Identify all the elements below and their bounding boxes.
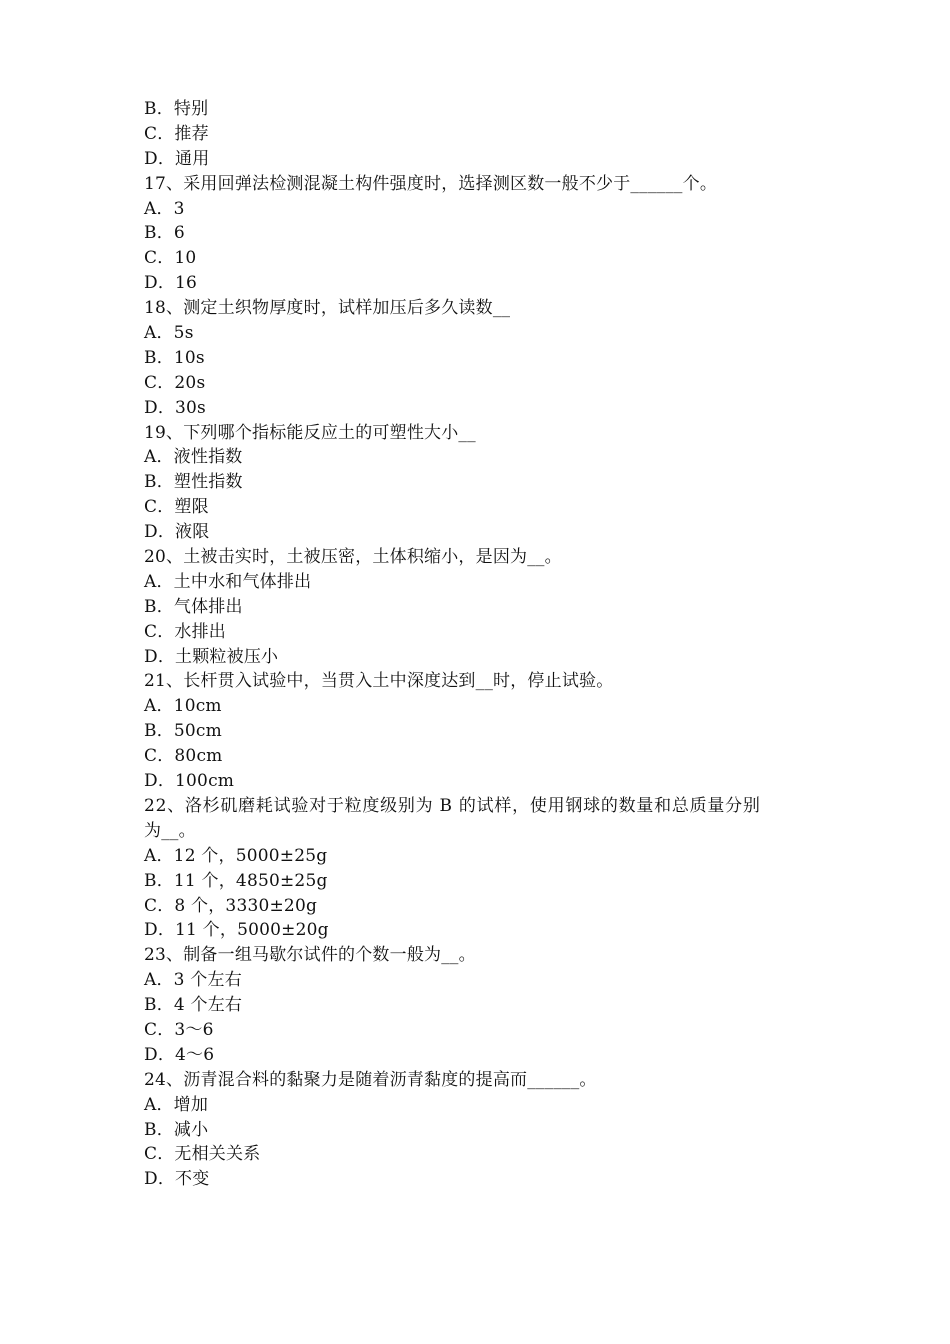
option-line: D．100cm [144, 771, 235, 792]
option-line: A．土中水和气体排出 [144, 571, 312, 592]
option-line: A．10cm [144, 696, 222, 717]
option-line: B．塑性指数 [144, 472, 243, 493]
option-line: D．11 个，5000±20g [144, 920, 329, 941]
option-line: D．土颗粒被压小 [144, 646, 279, 667]
option-line: A．增加 [144, 1094, 209, 1115]
option-line: B．50cm [144, 721, 222, 742]
option-line: C．塑限 [144, 497, 209, 518]
option-line: C．水排出 [144, 621, 227, 642]
question-21: 21、长杆贯入试验中，当贯入土中深度达到__时，停止试验。 [144, 671, 614, 692]
question-17: 17、采用回弹法检测混凝土构件强度时，选择测区数一般不少于______个。 [144, 173, 718, 194]
option-line: B．11 个，4850±25g [144, 870, 328, 891]
question-18: 18、测定土织物厚度时，试样加压后多久读数__ [144, 298, 511, 319]
option-line: C．3～6 [144, 1019, 214, 1040]
option-line: A．液性指数 [144, 447, 243, 468]
question-22: 22、洛杉矶磨耗试验对于粒度级别为 B 的试样，使用钢球的数量和总质量分别 [144, 795, 761, 816]
question-19: 19、下列哪个指标能反应土的可塑性大小__ [144, 422, 476, 443]
option-line: D．通用 [144, 148, 210, 169]
question-20: 20、土被击实时，土被压密，土体积缩小，是因为__。 [144, 547, 562, 568]
question-22-continuation: 为__。 [144, 820, 196, 841]
option-line: C．80cm [144, 746, 223, 767]
option-line: B．特别 [144, 99, 209, 119]
option-line: D．不变 [144, 1169, 210, 1190]
question-list [144, 97, 814, 1192]
option-line: B．减小 [144, 1119, 209, 1140]
option-line: D．30s [144, 397, 206, 418]
option-line: A．5s [144, 323, 194, 344]
option-line: D．16 [144, 273, 198, 294]
option-line: A．12 个，5000±25g [144, 845, 328, 866]
option-line: A．3 [144, 198, 185, 219]
option-line: C．20s [144, 372, 206, 393]
question-23: 23、制备一组马歇尔试件的个数一般为__。 [144, 945, 476, 966]
option-line: B．气体排出 [144, 596, 243, 617]
option-line: D．液限 [144, 522, 210, 543]
question-24: 24、沥青混合料的黏聚力是随着沥青黏度的提高而______。 [144, 1069, 597, 1090]
option-line: D．4～6 [144, 1044, 215, 1065]
option-line: B．4 个左右 [144, 995, 243, 1016]
option-line: B．10s [144, 347, 205, 368]
option-line: B．6 [144, 223, 185, 244]
option-line: C．10 [144, 248, 197, 269]
option-line: C．推荐 [144, 123, 209, 144]
option-line: A．3 个左右 [144, 970, 242, 991]
option-line: C．无相关关系 [144, 1144, 261, 1165]
option-line: C．8 个，3330±20g [144, 895, 318, 916]
